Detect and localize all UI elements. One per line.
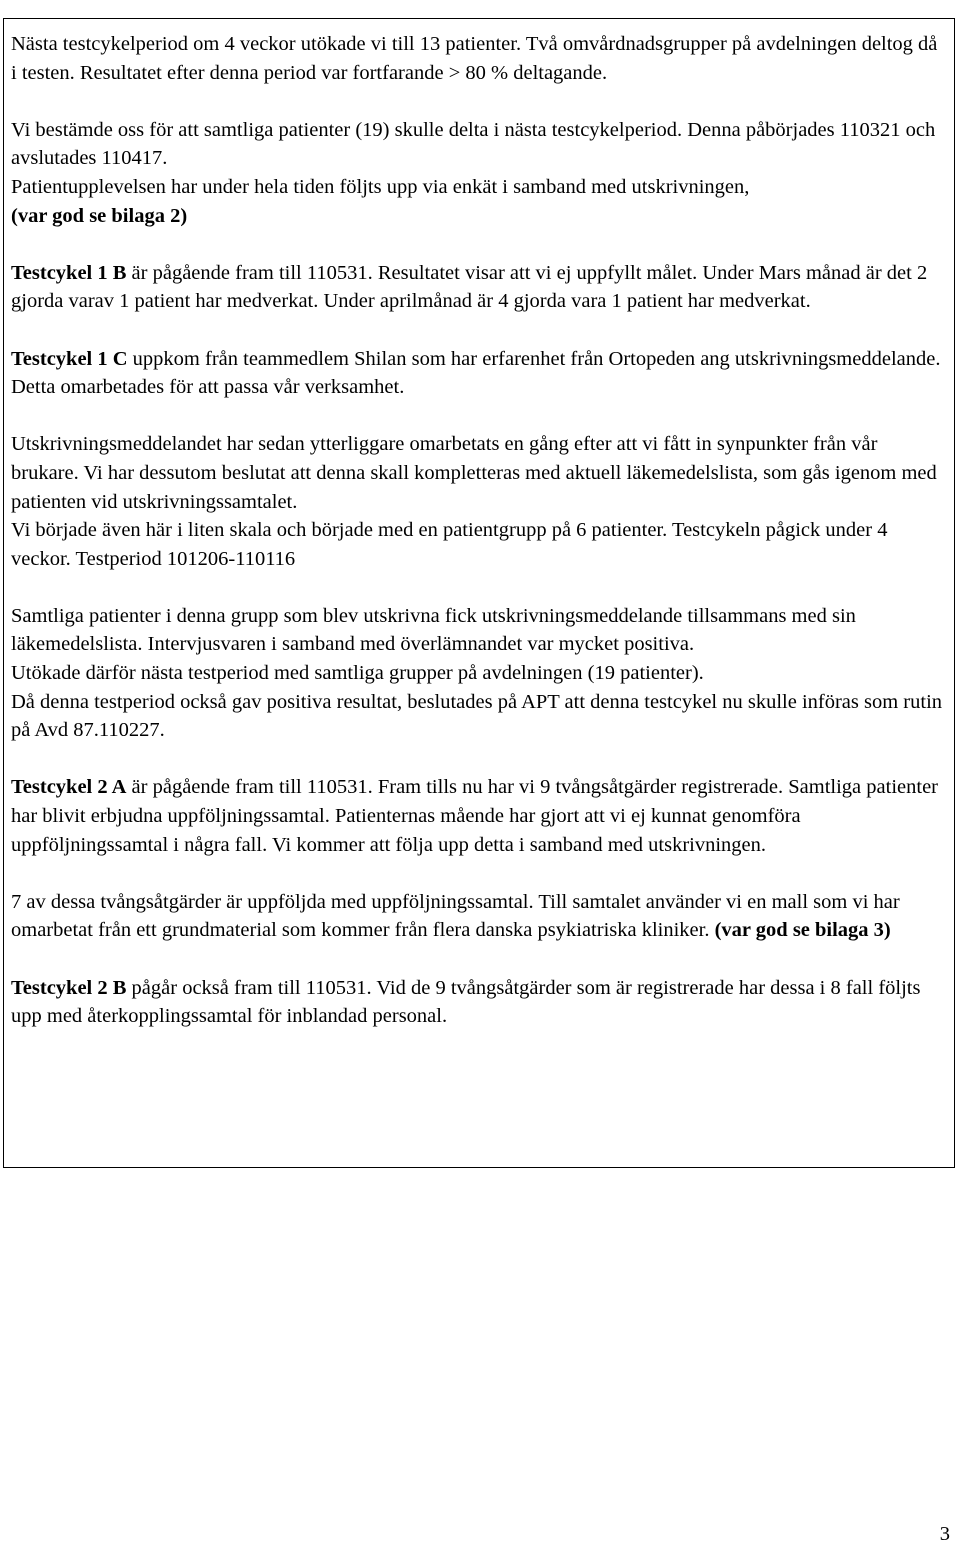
paragraph-all-patients: Vi bestämde oss för att samtliga patienter (19) skulle delta i nästa testcykelperiod. Denna påbörjades 110321 och avslutades 110417.	[11, 118, 936, 170]
paragraph-extended-testperiod: Utökade därför nästa testperiod med samtliga grupper på avdelningen (19 patienter).	[11, 662, 704, 685]
testcycle-1c-heading: Testcykel 1 C	[11, 347, 128, 370]
paragraph-routine-decision: Då denna testperiod också gav positiva resultat, beslutades på APT att denna testcykel nu skulle införas som rutin på Avd 87.110227.	[11, 690, 943, 742]
paragraph-testcycle-1c: Testcykel 1 C uppkom från teammedlem Shilan som har erfarenhet från Ortopeden ang utskrivningsmeddelande. Detta omarbetades för att passa vår verksamhet.	[11, 347, 941, 399]
paragraph-discharge-message: Utskrivningsmeddelandet har sedan ytterliggare omarbetats en gång efter att vi fått in synpunkter från vår brukare. Vi har dessutom beslutat att denna skall kompletteras med aktuell läkemedelslista, som gås igenom med patienten vid utskrivningssamtalet.	[11, 433, 937, 513]
testcycle-2b-heading: Testcykel 2 B	[11, 976, 127, 999]
document-body	[11, 30, 946, 1031]
appendix-2-reference: (var god se bilaga 2)	[11, 204, 188, 227]
paragraph-small-scale-start: Vi började även här i liten skala och började med en patientgrupp på 6 patienter. Testcykeln pågick under 4 veckor. Testperiod 101206-110116	[11, 519, 888, 570]
paragraph-followup-template: 7 av dessa tvångsåtgärder är uppföljda med uppföljningssamtal. Till samtalet använder vi en mall som vi har omarbetat från ett grundmaterial som kommer från flera danska psykiatriska kliniker. (var god se bilaga 3)	[11, 890, 900, 942]
paragraph-testcycle-2b: Testcykel 2 B pågår också fram till 110531. Vid de 9 tvångsåtgärder som är registrerade har dessa i 8 fall följts upp med återkopplingssamtal för inblandad personal.	[11, 976, 921, 1028]
paragraph-testcycle-period-13: Nästa testcykelperiod om 4 veckor utökade vi till 13 patienter. Två omvårdnadsgrupper på avdelningen deltog då i testen. Resultatet efter denna period var fortfarande > 80 % deltagande.	[11, 33, 938, 84]
paragraph-all-patients-group: Samtliga patienter i denna grupp som blev utskrivna fick utskrivningsmeddelande tillsammans med sin läkemedelslista. Intervjusvaren i samband med överlämnandet var mycket positiva.	[11, 604, 856, 656]
page-number: 3	[939, 1523, 950, 1545]
paragraph-testcycle-1b: Testcykel 1 B är pågående fram till 110531. Resultatet visar att vi ej uppfyllt målet. Under Mars månad är det 2 gjorda varav 1 patient har medverkat. Under aprilmånad är 4 gjorda vara 1 patient har medverkat.	[11, 261, 928, 313]
appendix-3-reference: (var god se bilaga 3)	[714, 919, 891, 942]
testcycle-2a-heading: Testcykel 2 A	[11, 776, 127, 799]
paragraph-testcycle-2a: Testcykel 2 A är pågående fram till 110531. Fram tills nu har vi 9 tvångsåtgärder registrerade. Samtliga patienter har blivit erbjudna uppföljningssamtal. Patienternas mående har gjort att vi ej kunnat genomföra uppföljningssamtal i några fall. Vi kommer att följa upp detta i samband med utskrivningen.	[11, 776, 938, 856]
paragraph-patient-experience: Patientupplevelsen har under hela tiden följts upp via enkät i samband med utskrivningen, (var god se bilaga 2)	[11, 175, 750, 227]
testcycle-1b-heading: Testcykel 1 B	[11, 261, 127, 284]
